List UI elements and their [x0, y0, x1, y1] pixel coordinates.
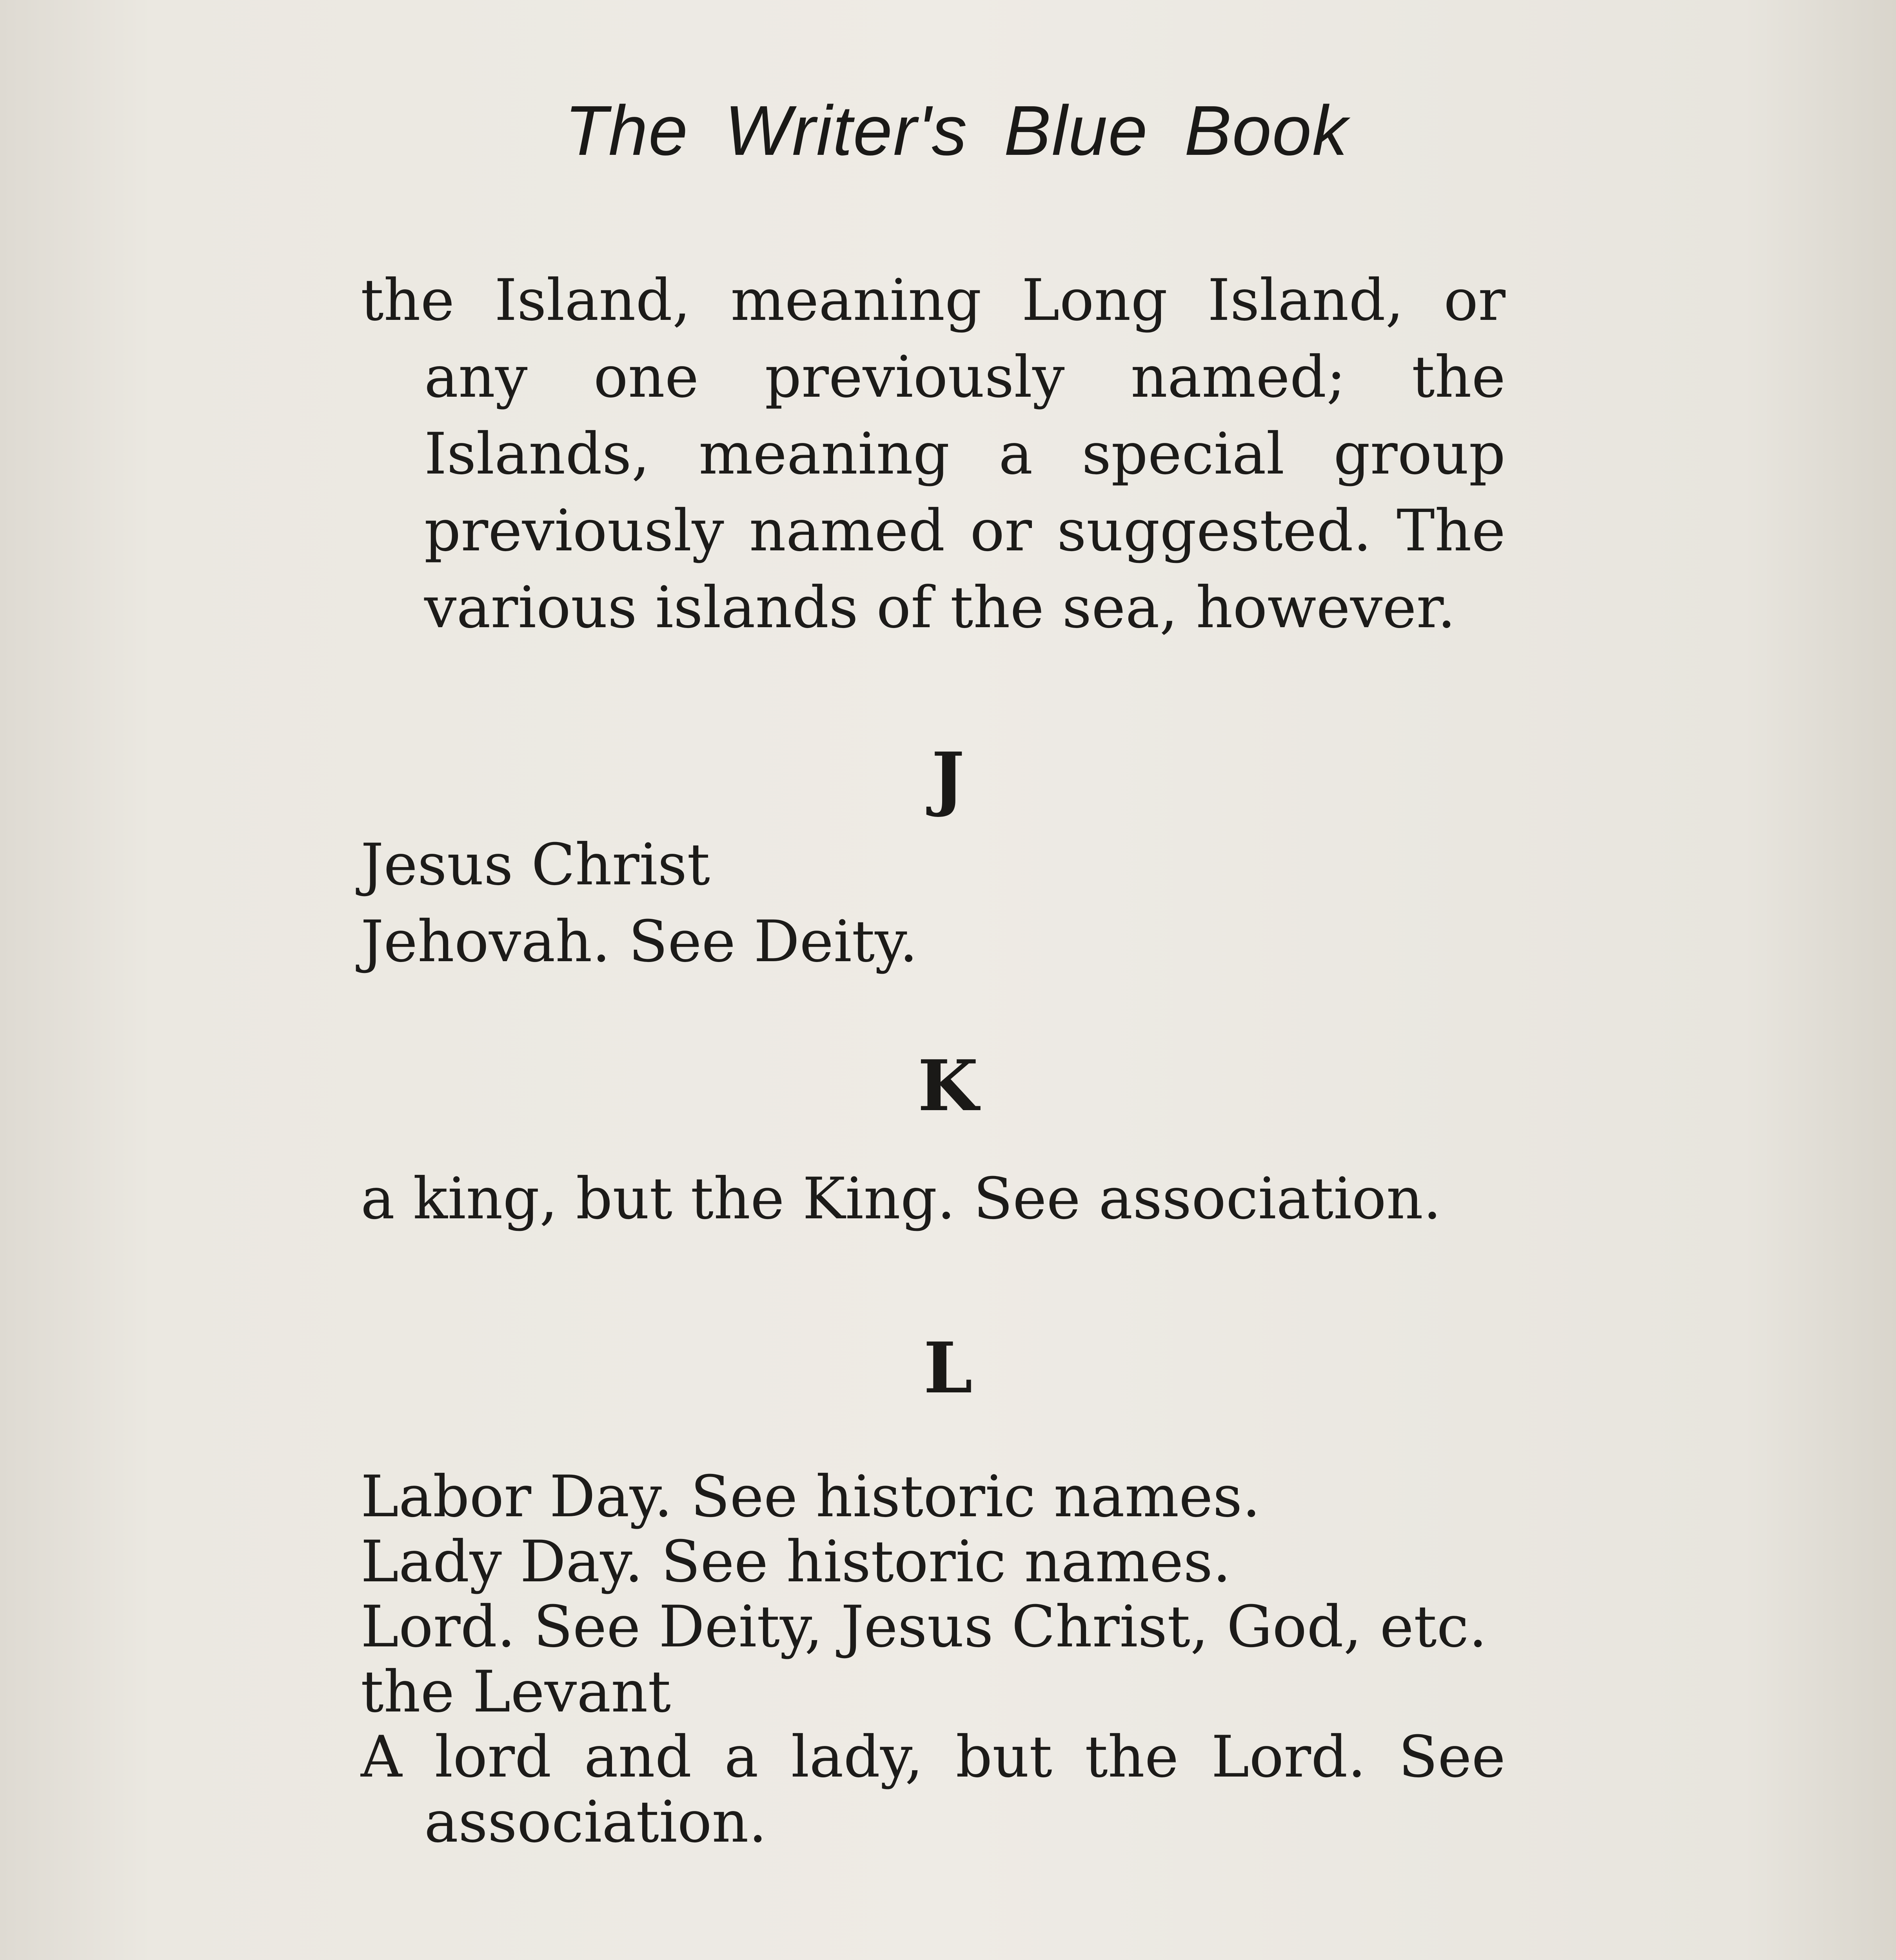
section-letter-j: J — [931, 737, 965, 819]
entry-jehovah: Jehovah. See Deity. — [361, 908, 918, 975]
section-j-entries — [361, 826, 1506, 980]
entry-levant: the Levant — [361, 1659, 671, 1725]
section-letter-k: K — [917, 1045, 979, 1127]
island-block — [361, 262, 1506, 646]
section-letter-l: L — [923, 1327, 973, 1409]
entry-lord-and-lady: A lord and a lady, but the Lord. See association. — [361, 1724, 1506, 1855]
entry-island: the Island, meaning Long Island, or any one previously named; the Islands, meaning a special group previously named or suggested. The various islands of the sea, however. — [361, 267, 1506, 641]
section-k-entries — [361, 1166, 1506, 1231]
entry-lord: Lord. See Deity, Jesus Christ, God, etc. — [361, 1593, 1487, 1660]
section-l-entries — [361, 1464, 1506, 1855]
running-head: The Writer's Blue Book — [565, 91, 1348, 170]
entry-lady-day: Lady Day. See historic names. — [361, 1528, 1231, 1595]
entry-king: a king, but the King. See association. — [361, 1165, 1442, 1232]
entry-jesus-christ: Jesus Christ — [361, 831, 710, 898]
entry-labor-day: Labor Day. See historic names. — [361, 1463, 1260, 1530]
